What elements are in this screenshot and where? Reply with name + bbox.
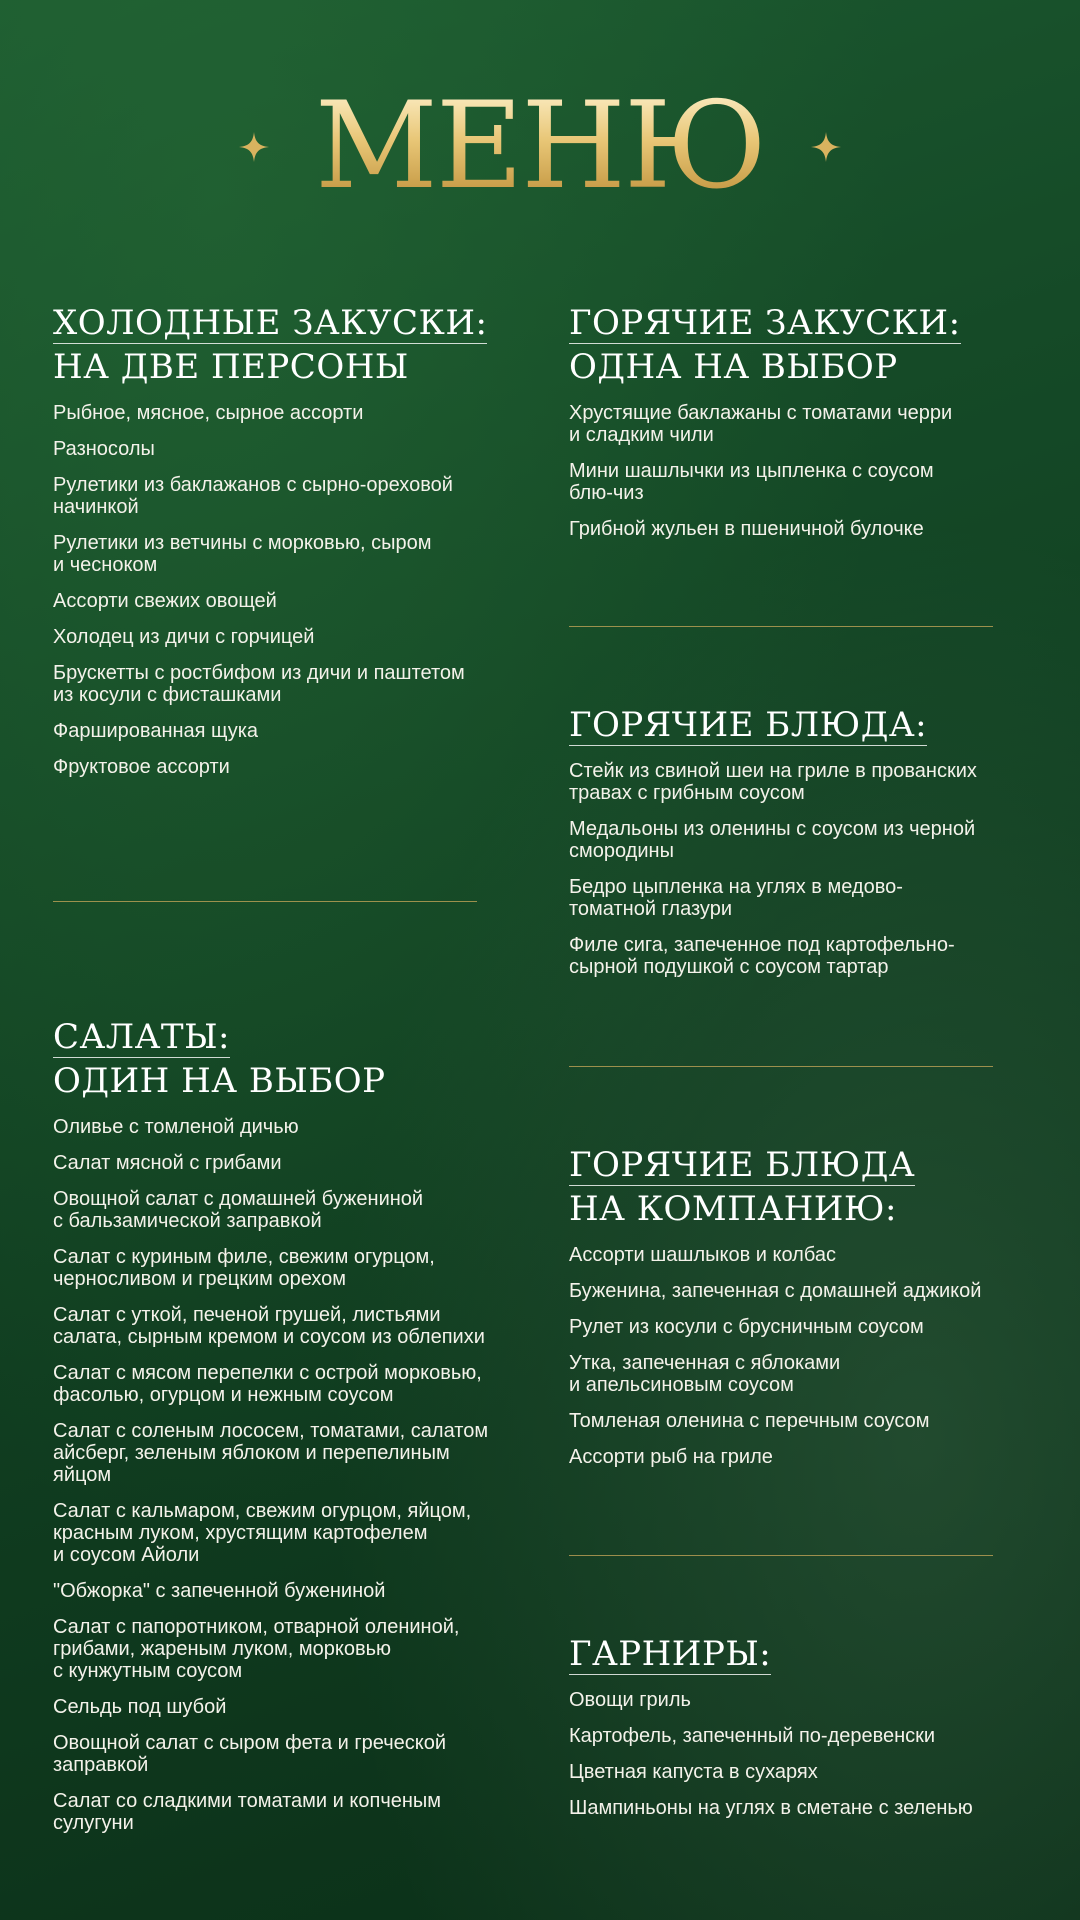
section-heading [569, 1145, 1059, 1230]
menu-item: Бедро цыпленка на углях в медово- томатной глазури [569, 876, 903, 920]
divider [569, 1066, 993, 1067]
menu-item: Рулетики из ветчины с морковью, сыром и чесноком [53, 532, 432, 576]
heading-line: НА ДВЕ ПЕРСОНЫ [53, 347, 409, 387]
divider [569, 1555, 993, 1556]
section-hot-snacks [569, 303, 1049, 554]
menu-list [569, 760, 1059, 978]
menu-item: Медальоны из оленины с соусом из черной смородины [569, 818, 976, 862]
menu-item: Мини шашлычки из цыпленка с соусом блю-чиз [569, 460, 934, 504]
heading-line: НА КОМПАНИЮ: [569, 1189, 897, 1229]
menu-item: Шампиньоны на углях в сметане с зеленью [569, 1797, 973, 1819]
menu-item: Овощи гриль [569, 1689, 691, 1711]
menu-item: Салат мясной с грибами [53, 1152, 282, 1174]
menu-item: Брускетты с ростбифом из дичи и паштетом из косули с фисташками [53, 662, 465, 706]
menu-item: Овощной салат с домашней бужениной с бальзамической заправкой [53, 1188, 424, 1232]
menu-item: Разносолы [53, 438, 155, 460]
menu-item: Рыбное, мясное, сырное ассорти [53, 402, 364, 424]
section-garnishes [569, 1634, 1059, 1833]
heading-line: САЛАТЫ: [53, 1017, 230, 1057]
sparkle-icon [239, 132, 269, 162]
menu-item: Сельдь под шубой [53, 1696, 227, 1718]
menu-item: "Обжорка" с запеченной бужениной [53, 1580, 386, 1602]
section-salads [53, 1017, 533, 1848]
divider [53, 901, 477, 902]
sparkle-icon [811, 132, 841, 162]
heading-line: ГОРЯЧИЕ БЛЮДА [569, 1145, 916, 1185]
section-cold-snacks [53, 303, 523, 792]
menu-item: Салат с кальмаром, свежим огурцом, яйцом, красным луком, хрустящим картофелем и соусом Айоли [53, 1500, 472, 1566]
menu-item: Салат с соленым лососем, томатами, салатом айсберг, зеленым яблоком и перепелиным яйцом [53, 1420, 489, 1486]
heading-line: ГОРЯЧИЕ БЛЮДА: [569, 705, 928, 745]
menu-item: Рулетики из баклажанов с сырно-ореховой начинкой [53, 474, 453, 518]
menu-header [0, 77, 1080, 216]
section-heading [53, 303, 523, 388]
menu-list [53, 402, 523, 778]
menu-list [569, 1689, 1059, 1819]
menu-item: Ассорти рыб на гриле [569, 1446, 773, 1468]
menu-item: Салат со сладкими томатами и копченым сулугуни [53, 1790, 442, 1834]
menu-item: Рулет из косули с брусничным соусом [569, 1316, 924, 1338]
menu-item: Ассорти шашлыков и колбас [569, 1244, 836, 1266]
menu-item: Холодец из дичи с горчицей [53, 626, 315, 648]
menu-item: Салат с папоротником, отварной олениной, грибами, жареным луком, морковью с кунжутным соусом [53, 1616, 460, 1682]
menu-item: Овощной салат с сыром фета и греческой заправкой [53, 1732, 447, 1776]
heading-line: ХОЛОДНЫЕ ЗАКУСКИ: [53, 303, 488, 343]
menu-item: Оливье с томленой дичью [53, 1116, 299, 1138]
menu-item: Буженина, запеченная с домашней аджикой [569, 1280, 982, 1302]
menu-item: Хрустящие баклажаны с томатами черри и сладким чили [569, 402, 953, 446]
page-title: МЕНЮ [314, 77, 766, 216]
menu-item: Картофель, запеченный по-деревенски [569, 1725, 936, 1747]
section-heading [569, 705, 1059, 746]
menu-item: Салат с уткой, печеной грушей, листьями салата, сырным кремом и соусом из облепихи [53, 1304, 485, 1348]
section-company-dishes [569, 1145, 1059, 1482]
divider [569, 626, 993, 627]
section-heading [53, 1017, 533, 1102]
menu-item: Стейк из свиной шеи на гриле в прованских травах с грибным соусом [569, 760, 977, 804]
menu-list [53, 1116, 533, 1834]
menu-item: Грибной жульен в пшеничной булочке [569, 518, 924, 540]
heading-line: ОДНА НА ВЫБОР [569, 347, 898, 387]
menu-item: Салат с мясом перепелки с острой морковью, фасолью, огурцом и нежным соусом [53, 1362, 482, 1406]
heading-line: ОДИН НА ВЫБОР [53, 1061, 386, 1101]
menu-item: Филе сига, запеченное под картофельно- сырной подушкой с соусом тартар [569, 934, 955, 978]
section-heading [569, 1634, 1059, 1675]
menu-item: Фаршированная щука [53, 720, 259, 742]
menu-item: Фруктовое ассорти [53, 756, 230, 778]
menu-item: Утка, запеченная с яблоками и апельсиновым соусом [569, 1352, 841, 1396]
menu-list [569, 1244, 1059, 1468]
heading-line: ГАРНИРЫ: [569, 1634, 772, 1674]
menu-list [569, 402, 1049, 540]
heading-line: ГОРЯЧИЕ ЗАКУСКИ: [569, 303, 961, 343]
menu-item: Ассорти свежих овощей [53, 590, 277, 612]
section-hot-dishes [569, 705, 1059, 992]
menu-item: Цветная капуста в сухарях [569, 1761, 818, 1783]
section-heading [569, 303, 1049, 388]
menu-item: Салат с куриным филе, свежим огурцом, черносливом и грецким орехом [53, 1246, 435, 1290]
menu-item: Томленая оленина с перечным соусом [569, 1410, 930, 1432]
